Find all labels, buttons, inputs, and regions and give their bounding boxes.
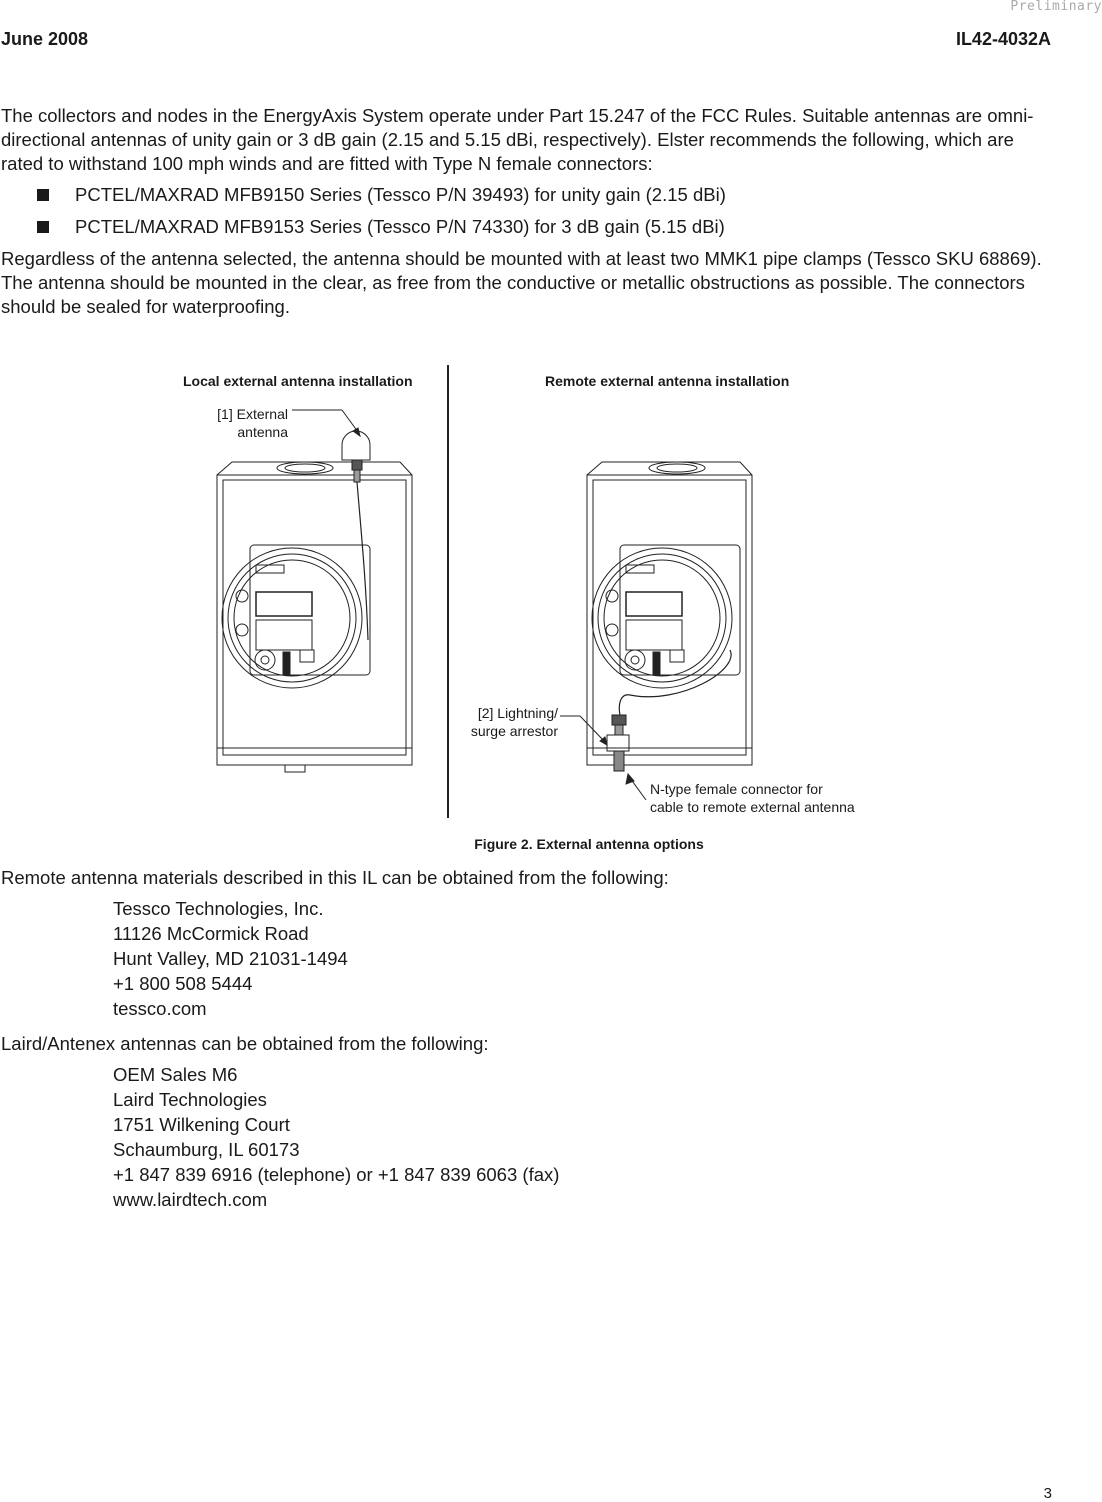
antenna-installation-figure (180, 360, 900, 830)
callout-surge-arrestor (446, 704, 558, 740)
address-line: Hunt Valley, MD 21031-1494 (113, 948, 348, 969)
header-date: June 2008 (1, 29, 89, 49)
figure-caption: Figure 2. External antenna options (474, 836, 704, 852)
address-line: 1751 Wilkening Court (113, 1114, 290, 1135)
remote-meter-enclosure (560, 462, 752, 800)
laird-paragraph: Laird/Antenex antennas can be obtained from the following: (1, 1033, 489, 1054)
header-doc-id: IL42-4032A (955, 29, 1051, 49)
callout-line: [1] External (217, 406, 288, 422)
figure-local-title: Local external antenna installation (183, 373, 413, 389)
laird-address-block (113, 1062, 559, 1212)
callout-line: antenna (237, 424, 288, 440)
address-line: Laird Technologies (113, 1089, 267, 1110)
bullet-item (37, 215, 725, 239)
bullet-item (37, 183, 726, 207)
tessco-address-block (113, 896, 348, 1021)
page-number: 3 (1043, 1485, 1052, 1502)
address-line: Tessco Technologies, Inc. (113, 898, 324, 919)
bullet-square-icon (37, 189, 49, 201)
address-line: Schaumburg, IL 60173 (113, 1139, 300, 1160)
address-line: www.lairdtech.com (113, 1189, 268, 1210)
local-meter-enclosure (217, 410, 412, 772)
address-line: +1 800 508 5444 (113, 973, 253, 994)
bullet-text: PCTEL/MAXRAD MFB9153 Series (Tessco P/N 74330) for 3 dB gain (5.15 dBi) (75, 216, 725, 237)
remote-materials-paragraph: Remote antenna materials described in this IL can be obtained from the following: (1, 867, 669, 888)
figure-remote-title: Remote external antenna installation (545, 373, 790, 389)
callout-line: N-type female connector for (650, 781, 823, 797)
bullet-square-icon (37, 221, 49, 233)
callout-line: cable to remote external antenna (650, 799, 855, 815)
callout-external-antenna (200, 405, 288, 441)
intro-paragraph: The collectors and nodes in the EnergyAxis System operate under Part 15.247 of the FCC Rules. Suitable antennas are omni-directional antennas of unity gain or 3 dB gain (2.15 and 5.15 dBi, respectively). Elster recommends the following, which are rated to withstand 100 mph winds and are fitted with Type N female connectors: (1, 105, 1034, 174)
mounting-paragraph: Regardless of the antenna selected, the antenna should be mounted with at least two MMK1 pipe clamps (Tessco SKU 68869). The antenna should be mounted in the clear, as free from the conductive or metallic obstructions as possible. The connectors should be sealed for waterproofing. (1, 248, 1042, 317)
callout-n-type-connector (650, 780, 890, 816)
address-line: tessco.com (113, 998, 207, 1019)
watermark: Preliminary (1010, 0, 1102, 14)
address-line: 11126 McCormick Road (113, 923, 309, 944)
callout-line: surge arrestor (470, 723, 558, 739)
address-line: +1 847 839 6916 (telephone) or +1 847 839 6063 (fax) (113, 1164, 560, 1185)
address-line: OEM Sales M6 (113, 1064, 238, 1085)
callout-line: [2] Lightning/ (477, 705, 558, 721)
bullet-text: PCTEL/MAXRAD MFB9150 Series (Tessco P/N 39493) for unity gain (2.15 dBi) (75, 184, 726, 205)
